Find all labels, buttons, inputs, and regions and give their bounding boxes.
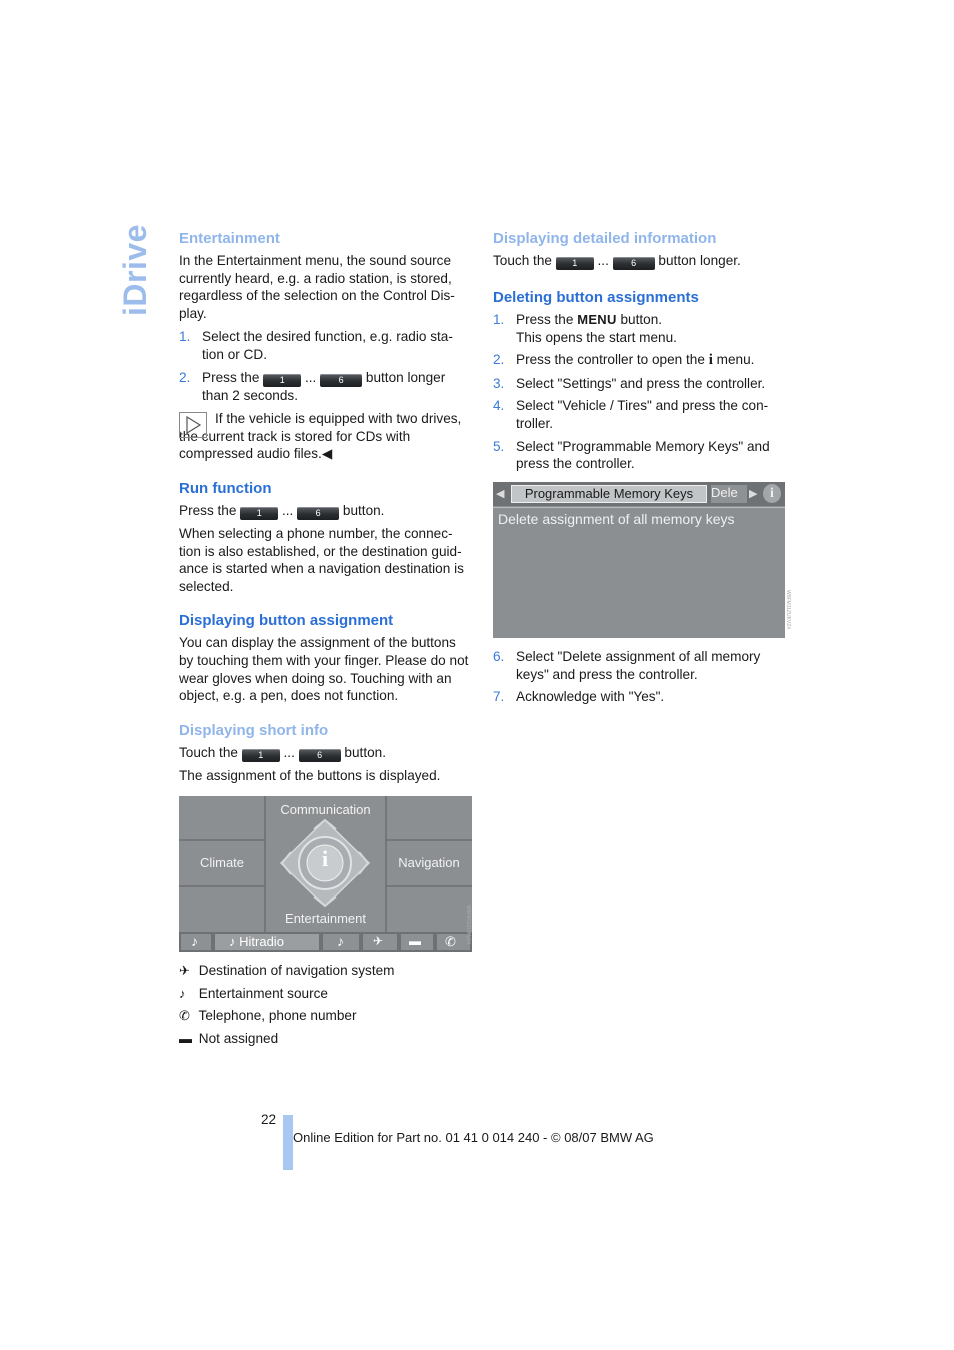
image-code: W8FM11ZUKVZ4	[785, 590, 791, 630]
hitradio-tab: ♪ Hitradio	[229, 934, 284, 949]
divider	[493, 507, 785, 508]
tab-programmable-memory-keys: Programmable Memory Keys	[511, 485, 707, 503]
heading-short-info: Displaying short info	[179, 721, 329, 739]
legend-item: ✈ Destination of navigation system	[179, 963, 395, 978]
music-note-icon: ♪	[191, 933, 198, 949]
note-triangle-icon	[179, 412, 207, 438]
key-1-icon: 1	[240, 507, 278, 520]
key-6-icon: 6	[299, 749, 341, 762]
note-text: If the vehicle is equipped with two drives, the current track is stored for CDs with compressed audio files.◀	[179, 411, 462, 462]
screen-label-communication: Communication	[280, 802, 371, 817]
footer-bar	[283, 1115, 293, 1170]
list-item: 2. Press the 1 ... 6 button longer than 2 seconds.	[179, 369, 446, 403]
memory-keys-screen	[493, 482, 785, 638]
list-item: 5. Select "Programmable Memory Keys" and press the controller.	[493, 438, 770, 472]
key-6-icon: 6	[613, 257, 655, 270]
key-6-icon: 6	[297, 507, 339, 520]
list-item: 1. Press the MENU button. This opens the start menu.	[493, 312, 677, 345]
run-function-press: Press the 1 ... 6 button.	[179, 502, 385, 518]
entertainment-body: In the Entertainment menu, the sound source currently heard, e.g. a radio station, is stored, regardless of the selection on the Control Dis-play.	[179, 253, 455, 321]
key-1-icon: 1	[242, 749, 280, 762]
heading-displaying-assignment: Displaying button assignment	[179, 612, 394, 630]
key-6-icon: 6	[320, 374, 362, 387]
page-number: 22	[261, 1112, 277, 1127]
heading-run-function: Run function	[179, 479, 272, 497]
left-column	[179, 229, 471, 784]
legend-item: ♪ Entertainment source	[179, 985, 328, 1001]
deleting-steps-continued	[493, 648, 785, 706]
music-note-icon: ♪	[229, 934, 236, 949]
arrow-right-icon: ▶	[749, 488, 758, 500]
list-item: 3. Select "Settings" and press the controller.	[493, 375, 766, 391]
side-section-title: iDrive	[117, 224, 153, 316]
list-item: 1. Select the desired function, e.g. radio sta-tion or CD.	[179, 329, 453, 362]
destination-flag-icon: ✈	[179, 963, 190, 978]
note-box	[179, 410, 471, 463]
arrow-left-icon: ◀	[496, 488, 505, 500]
info-icon: i	[708, 352, 713, 369]
entertainment-steps	[179, 328, 471, 404]
info-icon: i	[321, 846, 329, 871]
info-icon: i	[763, 484, 781, 503]
menu-button-icon: MENU	[577, 312, 617, 327]
deleting-steps	[493, 311, 785, 473]
list-item: 2. Press the controller to open the i menu.	[493, 352, 755, 369]
list-item: 4. Select "Vehicle / Tires" and press the con-troller.	[493, 398, 769, 431]
tab-delete: Dele	[711, 485, 747, 503]
destination-flag-icon: ✈	[373, 934, 384, 948]
heading-deleting: Deleting button assignments	[493, 289, 699, 306]
screen-label-entertainment: Entertainment	[285, 911, 366, 926]
image-code: W8FM11ZUKVZ4	[465, 905, 471, 945]
right-column-continued	[493, 648, 785, 706]
music-note-icon: ♪	[337, 933, 344, 949]
screen-label-navigation: Navigation	[398, 855, 460, 870]
key-1-icon: 1	[556, 257, 594, 270]
right-column	[493, 229, 785, 473]
dash-icon: ▬	[409, 934, 421, 948]
heading-detailed-info: Displaying detailed information	[493, 230, 717, 247]
telephone-icon: ✆	[445, 934, 456, 949]
key-1-icon: 1	[263, 374, 301, 387]
short-info-body: The assignment of the buttons is displayed.	[179, 767, 441, 783]
heading-entertainment: Entertainment	[179, 230, 280, 247]
telephone-icon: ✆	[179, 1008, 190, 1024]
displaying-assignment-body: You can display the assignment of the buttons by touching them with your finger. Please do not wear gloves when doing so. Touching with an object, e.g. a pen, does not function.	[179, 635, 469, 704]
list-item: 7. Acknowledge with "Yes".	[493, 689, 665, 705]
detailed-info-touch: Touch the 1 ... 6 button longer.	[493, 253, 741, 268]
music-note-icon: ♪	[179, 985, 186, 1001]
legend	[179, 962, 471, 1047]
short-info-touch: Touch the 1 ... 6 button.	[179, 744, 386, 760]
footer-text: Online Edition for Part no. 01 41 0 014 240 - © 08/07 BMW AG	[293, 1130, 654, 1145]
legend-item: ✆ Telephone, phone number	[179, 1008, 357, 1024]
short-info-screen	[179, 796, 472, 952]
menu-item-delete-all: Delete assignment of all memory keys	[498, 511, 735, 527]
run-function-body: When selecting a phone number, the connec-tion is also established, or the destination guid-ance is started when a navigation destination is selected.	[179, 525, 464, 594]
list-item: 6. Select "Delete assignment of all memory keys" and press the controller.	[493, 649, 761, 682]
legend-item: ▬ Not assigned	[179, 1030, 279, 1046]
dash-icon: ▬	[179, 1030, 192, 1046]
screen-label-climate: Climate	[199, 855, 245, 870]
